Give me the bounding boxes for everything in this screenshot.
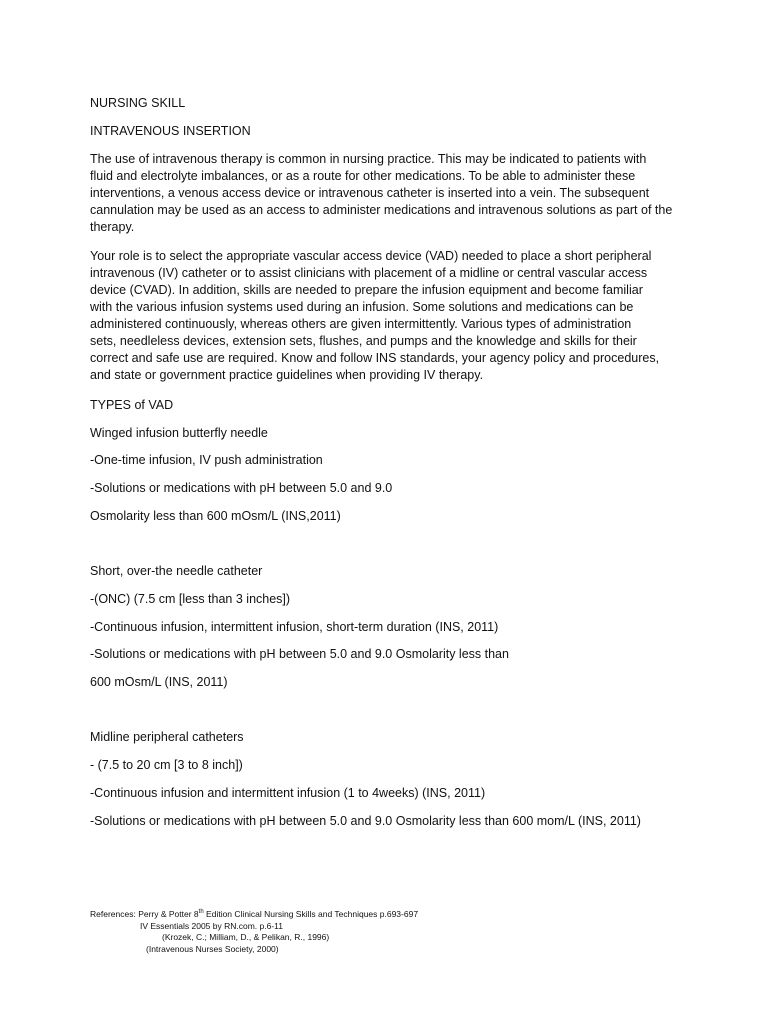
reference-text: References: Perry & Potter 8 [90,909,199,919]
winged-item: -Solutions or medications with pH between 5.0 and 9.0 [90,481,393,495]
winged-title: Winged infusion butterfly needle [90,426,268,440]
midline-title: Midline peripheral catheters [90,730,244,744]
reference-line [90,909,418,921]
short-catheter-item: -(ONC) (7.5 cm [less than 3 inches]) [90,592,291,606]
short-catheter-item: -Solutions or medications with pH between 5.0 and 9.0 Osmolarity less than [90,647,509,661]
paragraph-line: The use of intravenous therapy is common in nursing practice. This may be indicated to patients with [90,152,647,166]
winged-item: -One-time infusion, IV push administration [90,453,323,467]
paragraph-line: with the various infusion systems used during an infusion. Some solutions and medications can be [90,300,634,314]
types-heading: TYPES of VAD [90,398,174,412]
document-heading: NURSING SKILL [90,96,186,110]
reference-text: Edition Clinical Nursing Skills and Techniques p.693-697 [203,909,419,919]
paragraph-line: correct and safe use are required. Know and follow INS standards, your agency policy and procedures, [90,351,660,365]
paragraph-line: therapy. [90,220,135,234]
paragraph-line: intravenous (IV) catheter or to assist clinicians with placement of a midline or central vascular access [90,266,648,280]
intro-paragraph [90,151,682,236]
short-catheter-item: 600 mOsm/L (INS, 2011) [90,675,228,689]
document-subheading: INTRAVENOUS INSERTION [90,124,251,138]
paragraph-line: administered continuously, whereas others are given intermittently. Various types of administration [90,317,632,331]
role-paragraph [90,248,682,384]
paragraph-line: interventions, a venous access device or intravenous catheter is inserted into a vein. The subsequent [90,186,650,200]
paragraph-line: and state or government practice guidelines when providing IV therapy. [90,368,484,382]
paragraph-line: Your role is to select the appropriate vascular access device (VAD) needed to place a short peripheral [90,249,652,263]
paragraph-line: cannulation may be used as an access to administer medications and intravenous solutions as part of the [90,203,673,217]
reference-line: (Intravenous Nurses Society, 2000) [146,943,279,954]
reference-line: (Krozek, C.; Milliam, D., & Pelikan, R., 1996) [162,932,330,942]
midline-item: - (7.5 to 20 cm [3 to 8 inch]) [90,758,243,772]
reference-superscript: th [198,909,204,916]
paragraph-line: device (CVAD). In addition, skills are needed to prepare the infusion equipment and become familiar [90,283,643,297]
references-block [90,909,418,955]
reference-line: IV Essentials 2005 by RN.com. p.6-11 [140,920,283,931]
winged-item: Osmolarity less than 600 mOsm/L (INS,2011) [90,509,341,523]
midline-item: -Solutions or medications with pH between 5.0 and 9.0 Osmolarity less than 600 mom/L (INS, 2011) [90,814,641,828]
paragraph-line: sets, needleless devices, extension sets, flushes, and pumps and the knowledge and skills for their [90,334,637,348]
short-catheter-title: Short, over-the needle catheter [90,564,263,578]
paragraph-line: fluid and electrolyte imbalances, or as a route for other medications. To be able to administer these [90,169,636,183]
short-catheter-item: -Continuous infusion, intermittent infusion, short-term duration (INS, 2011) [90,620,499,634]
midline-item: -Continuous infusion and intermittent infusion (1 to 4weeks) (INS, 2011) [90,786,486,800]
